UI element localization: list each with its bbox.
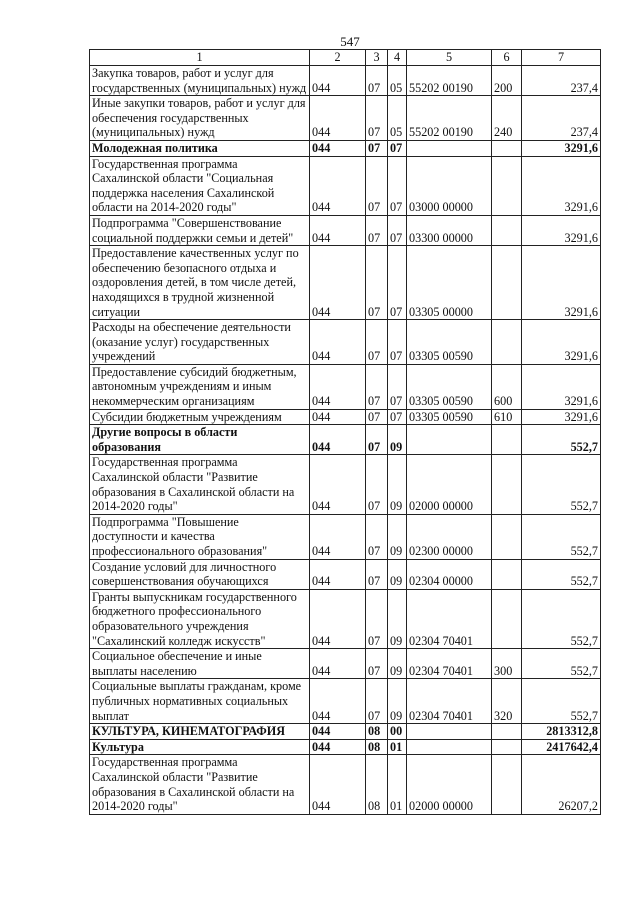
target-article-cell: 03305 00000	[407, 246, 492, 320]
subsection-cell: 09	[388, 649, 407, 679]
section-cell: 07	[366, 246, 388, 320]
subsection-cell: 09	[388, 679, 407, 724]
table-row	[90, 140, 601, 156]
code-cell: 044	[310, 246, 366, 320]
header-cell: 1	[90, 50, 310, 66]
header-cell: 6	[492, 50, 522, 66]
code-cell: 044	[310, 215, 366, 245]
amount-cell: 3291,6	[522, 320, 601, 365]
target-article-cell	[407, 739, 492, 755]
section-cell: 08	[366, 724, 388, 740]
expense-type-cell	[492, 514, 522, 559]
amount-cell: 552,7	[522, 679, 601, 724]
section-cell: 07	[366, 425, 388, 455]
target-article-cell: 02000 00000	[407, 755, 492, 814]
code-cell: 044	[310, 514, 366, 559]
row-name-cell: Социальное обеспечение и иные выплаты населению	[90, 649, 310, 679]
table-row	[90, 724, 601, 740]
header-cell: 5	[407, 50, 492, 66]
budget-table	[89, 49, 601, 815]
subsection-cell: 07	[388, 156, 407, 215]
subsection-cell: 09	[388, 455, 407, 514]
code-cell: 044	[310, 156, 366, 215]
code-cell: 044	[310, 679, 366, 724]
expense-type-cell	[492, 455, 522, 514]
header-cell: 2	[310, 50, 366, 66]
code-cell: 044	[310, 739, 366, 755]
code-cell: 044	[310, 140, 366, 156]
target-article-cell: 03000 00000	[407, 156, 492, 215]
amount-cell: 3291,6	[522, 156, 601, 215]
amount-cell: 26207,2	[522, 755, 601, 814]
subsection-cell: 07	[388, 140, 407, 156]
target-article-cell: 55202 00190	[407, 96, 492, 141]
expense-type-cell: 320	[492, 679, 522, 724]
row-name-cell: Подпрограмма "Совершенствование социальной поддержки семьи и детей"	[90, 215, 310, 245]
subsection-cell: 05	[388, 66, 407, 96]
code-cell: 044	[310, 320, 366, 365]
row-name-cell: Другие вопросы в области образования	[90, 425, 310, 455]
target-article-cell: 55202 00190	[407, 66, 492, 96]
code-cell: 044	[310, 589, 366, 648]
table-row	[90, 156, 601, 215]
section-cell: 07	[366, 559, 388, 589]
expense-type-cell: 600	[492, 364, 522, 409]
row-name-cell: Молодежная политика	[90, 140, 310, 156]
table-row	[90, 66, 601, 96]
expense-type-cell: 300	[492, 649, 522, 679]
expense-type-cell: 610	[492, 409, 522, 425]
row-name-cell: Предоставление качественных услуг по обеспечению безопасного отдыха и оздоровления детей, в том числе детей, находящихся в трудной жизненной ситуации	[90, 246, 310, 320]
target-article-cell: 03305 00590	[407, 409, 492, 425]
target-article-cell: 02304 70401	[407, 589, 492, 648]
section-cell: 07	[366, 320, 388, 365]
expense-type-cell	[492, 320, 522, 365]
subsection-cell: 00	[388, 724, 407, 740]
expense-type-cell	[492, 215, 522, 245]
table-row	[90, 409, 601, 425]
section-cell: 07	[366, 156, 388, 215]
subsection-cell: 01	[388, 739, 407, 755]
row-name-cell: Гранты выпускникам государственного бюджетного профессионального образовательного учреждения "Сахалинский колледж искусств"	[90, 589, 310, 648]
row-name-cell: Государственная программа Сахалинской области "Социальная поддержка населения Сахалинской области на 2014-2020 годы"	[90, 156, 310, 215]
amount-cell: 3291,6	[522, 409, 601, 425]
code-cell: 044	[310, 96, 366, 141]
expense-type-cell	[492, 755, 522, 814]
target-article-cell: 03305 00590	[407, 320, 492, 365]
code-cell: 044	[310, 559, 366, 589]
amount-cell: 3291,6	[522, 215, 601, 245]
target-article-cell	[407, 425, 492, 455]
table-row	[90, 679, 601, 724]
amount-cell: 552,7	[522, 559, 601, 589]
amount-cell: 237,4	[522, 96, 601, 141]
table-row	[90, 559, 601, 589]
row-name-cell: Государственная программа Сахалинской области "Развитие образования в Сахалинской области на 2014-2020 годы"	[90, 455, 310, 514]
table-row	[90, 455, 601, 514]
section-cell: 07	[366, 66, 388, 96]
expense-type-cell	[492, 724, 522, 740]
header-row	[90, 50, 601, 66]
amount-cell: 3291,6	[522, 364, 601, 409]
row-name-cell: Закупка товаров, работ и услуг для государственных (муниципальных) нужд	[90, 66, 310, 96]
code-cell: 044	[310, 755, 366, 814]
section-cell: 08	[366, 739, 388, 755]
section-cell: 08	[366, 755, 388, 814]
table-row	[90, 755, 601, 814]
row-name-cell: Субсидии бюджетным учреждениям	[90, 409, 310, 425]
code-cell: 044	[310, 455, 366, 514]
amount-cell: 552,7	[522, 425, 601, 455]
section-cell: 07	[366, 364, 388, 409]
section-cell: 07	[366, 140, 388, 156]
subsection-cell: 01	[388, 755, 407, 814]
subsection-cell: 07	[388, 246, 407, 320]
table-row	[90, 320, 601, 365]
amount-cell: 3291,6	[522, 246, 601, 320]
amount-cell: 3291,6	[522, 140, 601, 156]
row-name-cell: Подпрограмма "Повышение доступности и качества профессионального образования"	[90, 514, 310, 559]
section-cell: 07	[366, 455, 388, 514]
target-article-cell: 03305 00590	[407, 364, 492, 409]
subsection-cell: 07	[388, 409, 407, 425]
target-article-cell: 03300 00000	[407, 215, 492, 245]
section-cell: 07	[366, 215, 388, 245]
expense-type-cell	[492, 559, 522, 589]
expense-type-cell	[492, 246, 522, 320]
code-cell: 044	[310, 364, 366, 409]
code-cell: 044	[310, 409, 366, 425]
table-row	[90, 96, 601, 141]
section-cell: 07	[366, 679, 388, 724]
subsection-cell: 09	[388, 589, 407, 648]
row-name-cell: Предоставление субсидий бюджетным, автономным учреждениям и иным некоммерческим организациям	[90, 364, 310, 409]
subsection-cell: 05	[388, 96, 407, 141]
table-row	[90, 246, 601, 320]
code-cell: 044	[310, 425, 366, 455]
table-row	[90, 739, 601, 755]
target-article-cell: 02300 00000	[407, 514, 492, 559]
target-article-cell: 02304 00000	[407, 559, 492, 589]
amount-cell: 552,7	[522, 589, 601, 648]
section-cell: 07	[366, 96, 388, 141]
expense-type-cell	[492, 739, 522, 755]
subsection-cell: 09	[388, 425, 407, 455]
header-cell: 4	[388, 50, 407, 66]
expense-type-cell	[492, 140, 522, 156]
amount-cell: 552,7	[522, 455, 601, 514]
target-article-cell	[407, 140, 492, 156]
subsection-cell: 07	[388, 215, 407, 245]
section-cell: 07	[366, 649, 388, 679]
subsection-cell: 09	[388, 559, 407, 589]
table-row	[90, 215, 601, 245]
amount-cell: 237,4	[522, 66, 601, 96]
target-article-cell: 02304 70401	[407, 649, 492, 679]
table-row	[90, 514, 601, 559]
expense-type-cell	[492, 589, 522, 648]
section-cell: 07	[366, 409, 388, 425]
subsection-cell: 07	[388, 364, 407, 409]
subsection-cell: 07	[388, 320, 407, 365]
row-name-cell: Государственная программа Сахалинской области "Развитие образования в Сахалинской области на 2014-2020 годы"	[90, 755, 310, 814]
amount-cell: 2813312,8	[522, 724, 601, 740]
subsection-cell: 09	[388, 514, 407, 559]
table-row	[90, 649, 601, 679]
code-cell: 044	[310, 66, 366, 96]
expense-type-cell	[492, 156, 522, 215]
page-number: 547	[340, 34, 360, 49]
expense-type-cell: 240	[492, 96, 522, 141]
row-name-cell: Социальные выплаты гражданам, кроме публичных нормативных социальных выплат	[90, 679, 310, 724]
section-cell: 07	[366, 589, 388, 648]
code-cell: 044	[310, 724, 366, 740]
expense-type-cell: 200	[492, 66, 522, 96]
row-name-cell: Создание условий для личностного совершенствования обучающихся	[90, 559, 310, 589]
amount-cell: 552,7	[522, 649, 601, 679]
amount-cell: 2417642,4	[522, 739, 601, 755]
target-article-cell	[407, 724, 492, 740]
table-row	[90, 364, 601, 409]
row-name-cell: Культура	[90, 739, 310, 755]
target-article-cell: 02000 00000	[407, 455, 492, 514]
header-cell: 3	[366, 50, 388, 66]
section-cell: 07	[366, 514, 388, 559]
table-row	[90, 425, 601, 455]
table-row	[90, 589, 601, 648]
code-cell: 044	[310, 649, 366, 679]
expense-type-cell	[492, 425, 522, 455]
row-name-cell: КУЛЬТУРА, КИНЕМАТОГРАФИЯ	[90, 724, 310, 740]
row-name-cell: Расходы на обеспечение деятельности (оказание услуг) государственных учреждений	[90, 320, 310, 365]
header-cell: 7	[522, 50, 601, 66]
amount-cell: 552,7	[522, 514, 601, 559]
row-name-cell: Иные закупки товаров, работ и услуг для обеспечения государственных (муниципальных) нужд	[90, 96, 310, 141]
target-article-cell: 02304 70401	[407, 679, 492, 724]
